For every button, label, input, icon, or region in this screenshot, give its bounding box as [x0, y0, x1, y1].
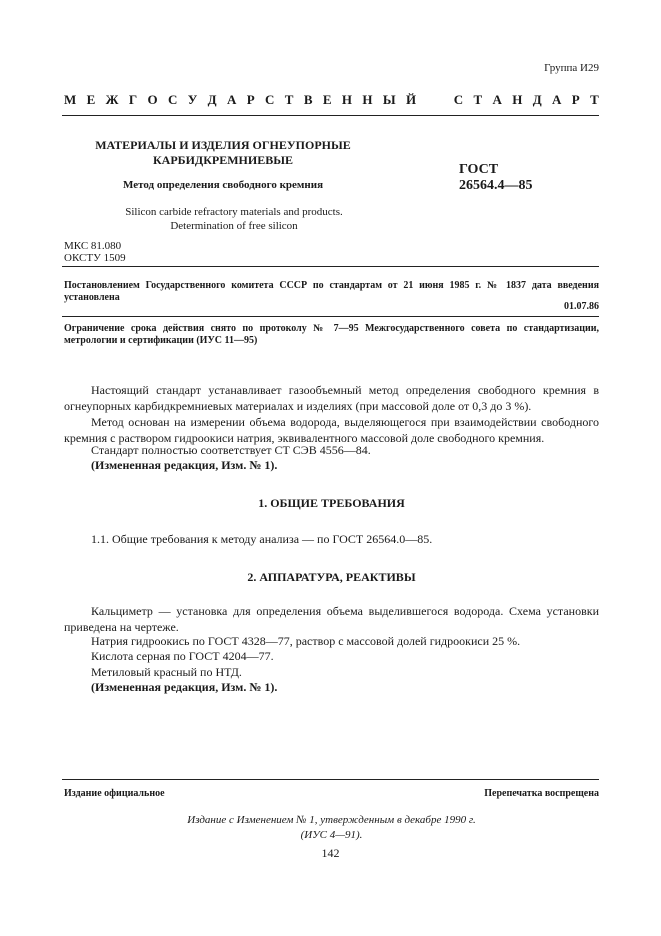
banner-letter: Й [405, 92, 417, 107]
header-rule [62, 266, 599, 267]
edition-note [64, 813, 599, 843]
section-2-paragraph-1: Кальциметр — установка для определения объема выделившегося водорода. Схема установки приведена на чертеже. [64, 604, 599, 634]
section-2-paragraph-4: Метиловый красный по НТД. [91, 665, 242, 679]
english-title-line-1: Silicon carbide refractory materials and products. [125, 206, 343, 218]
mks-code: МКС 81.080 [64, 240, 122, 252]
english-title [64, 205, 404, 233]
okstu-code: ОКСТУ 1509 [64, 252, 126, 264]
gost-number-block [459, 162, 533, 194]
footer-rule [62, 779, 599, 780]
section-1-heading: 1. ОБЩИЕ ТРЕБОВАНИЯ [258, 496, 405, 510]
section-2-paragraph-3: Кислота серная по ГОСТ 4204—77. [91, 649, 274, 663]
intro-paragraph-1: Настоящий стандарт устанавливает газообъемный метод определения свободного кремния в огнеупорных карбидкремниевых материалах и изделиях (при массовой доле от 0,3 до 3 %). [64, 383, 599, 413]
top-rule [62, 115, 599, 116]
banner-letter: В [303, 92, 313, 107]
banner-letter: Р [571, 92, 580, 107]
official-edition-label: Издание официальное [64, 788, 165, 799]
intro-paragraph-2: Метод основан на измерении объема водорода, выделяющегося при взаимодействии свободного кремния с раствором гидроокиси натрия, эквивалентного массовой доле свободного кремния. [64, 415, 599, 445]
classification-codes [64, 240, 126, 264]
edition-note-line-2: (ИУС 4—91). [300, 829, 363, 841]
banner-letter: Т [284, 92, 294, 107]
edition-note-line-1: Издание с Изменением № 1, утвержденным в декабре 1990 г. [187, 814, 476, 826]
banner-letter: Т [473, 92, 483, 107]
section-2-paragraph-2: Натрия гидроокись по ГОСТ 4328—77, раствор с массовой долей гидроокиси 25 %. [91, 634, 521, 648]
banner-letter: С [265, 92, 275, 107]
section-2-heading: 2. АППАРАТУРА, РЕАКТИВЫ [247, 570, 416, 584]
banner-letter: Н [362, 92, 373, 107]
banner-letter: А [226, 92, 237, 107]
banner-letter: А [552, 92, 562, 107]
intro-amendment-note: (Измененная редакция, Изм. № 1). [91, 458, 278, 472]
banner-letter: Д [207, 92, 217, 107]
banner-letter: Д [532, 92, 542, 107]
intro-paragraph-3: Стандарт полностью соответствует СТ СЭВ 4556—84. [91, 443, 371, 457]
banner-letter: Н [341, 92, 353, 107]
banner-letter [426, 92, 429, 108]
banner-letter: О [147, 92, 158, 107]
introduction-date: 01.07.86 [564, 301, 599, 312]
banner-letter: Н [512, 92, 523, 107]
interstate-standard-banner [64, 92, 599, 108]
banner-letter: С [453, 92, 464, 107]
section-1-paragraph: 1.1. Общие требования к методу анализа — по ГОСТ 26564.0—85. [91, 532, 433, 546]
banner-letter: М [64, 92, 77, 107]
reprint-prohibited-label: Перепечатка воспрещена [484, 788, 599, 799]
gost-label: ГОСТ [459, 162, 499, 177]
method-title: Метод определения свободного кремния [122, 179, 324, 191]
decree-text: Постановлением Государственного комитета СССР по стандартам от 21 июня 1985 г. № 1837 дата введения установлена [64, 280, 599, 303]
title-line-2: КАРБИДКРЕМНИЕВЫЕ [152, 153, 294, 167]
gost-number: 26564.4—85 [459, 178, 533, 193]
section-2-amendment-note: (Измененная редакция, Изм. № 1). [91, 680, 278, 694]
banner-letter: С [168, 92, 178, 107]
banner-letter: Е [86, 92, 96, 107]
banner-letter [440, 92, 443, 108]
banner-letter: У [187, 92, 198, 107]
limitation-text: Ограничение срока действия снято по протоколу № 7—95 Межгосударственного совета по стандартизации, метрологии и сертификации (ИУС 11—95) [64, 323, 599, 346]
banner-letter: Ж [105, 92, 119, 107]
document-title [64, 138, 382, 168]
banner-letter: Р [246, 92, 255, 107]
banner-letter: Е [322, 92, 332, 107]
banner-letter: Ы [382, 92, 396, 107]
page-number: 142 [321, 846, 340, 860]
banner-letter: А [492, 92, 502, 107]
banner-letter: Т [590, 92, 599, 107]
title-line-1: МАТЕРИАЛЫ И ИЗДЕЛИЯ ОГНЕУПОРНЫЕ [95, 138, 351, 152]
group-code: Группа И29 [544, 62, 599, 74]
date-rule [62, 316, 599, 317]
banner-letter: Г [128, 92, 138, 107]
english-title-line-2: Determination of free silicon [170, 220, 298, 232]
